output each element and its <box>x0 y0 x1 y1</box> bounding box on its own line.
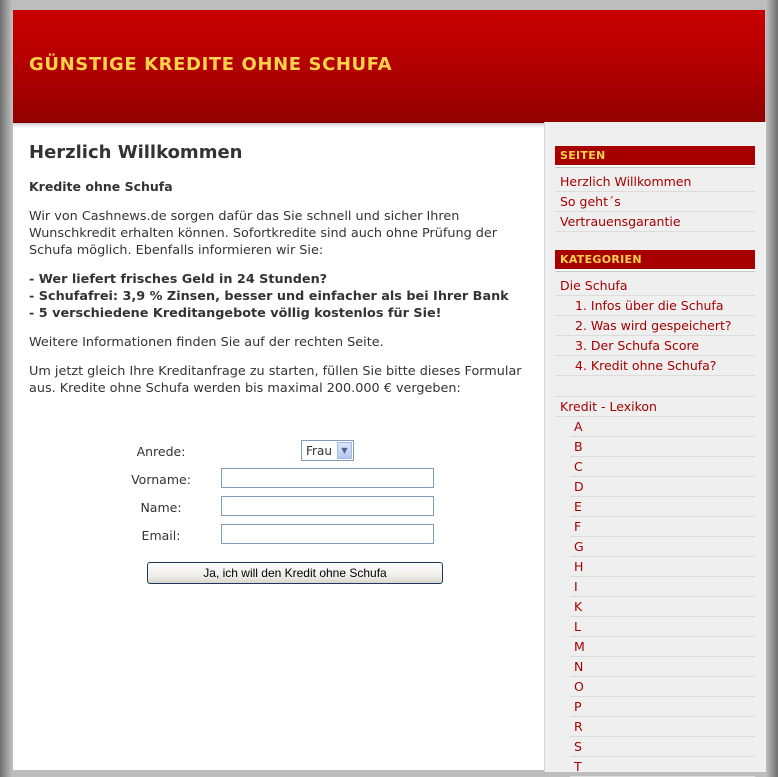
name-field[interactable] <box>221 496 434 516</box>
page-title: Herzlich Willkommen <box>29 142 243 163</box>
anrede-label: Anrede: <box>136 444 186 459</box>
lexikon-letter-link[interactable]: P <box>570 697 755 717</box>
lexikon-letter-link[interactable]: A <box>570 417 755 437</box>
anrede-select[interactable] <box>301 440 354 461</box>
lexikon-letter-link[interactable]: R <box>570 717 755 737</box>
lexikon-letter-link[interactable]: H <box>570 557 755 577</box>
anrede-selected-value: Frau <box>306 444 332 458</box>
sidebar-item-herzlich-willkommen[interactable]: Herzlich Willkommen <box>555 172 755 192</box>
lexikon-letter-link[interactable]: K <box>570 597 755 617</box>
name-label: Name: <box>140 500 182 515</box>
lexikon-letter-link[interactable]: T <box>570 757 755 777</box>
sidebar-item-so-gehts[interactable]: So geht´s <box>555 192 755 212</box>
intro-text: Wir von Cashnews.de sorgen dafür das Sie schnell und sicher Ihren Wunschkredit erhalten können. Sofortkredite sind auch ohne Prüfung der Schufa möglich. Ebenfalls informieren wir Sie: <box>29 209 498 258</box>
site-title[interactable]: GÜNSTIGE KREDITE OHNE SCHUFA <box>29 54 393 75</box>
lexikon-letter-link[interactable]: D <box>570 477 755 497</box>
email-field[interactable] <box>221 524 434 544</box>
lexikon-letter-list <box>555 417 755 777</box>
lexikon-letter-link[interactable]: F <box>570 517 755 537</box>
sidebar-item-die-schufa[interactable]: Die Schufa <box>555 276 755 296</box>
email-label: Email: <box>141 528 181 543</box>
kategorien-box <box>555 250 755 777</box>
seiten-heading: SEITEN <box>555 146 755 167</box>
lexikon-letter-link[interactable]: E <box>570 497 755 517</box>
header-banner <box>13 10 765 123</box>
sidebar-item-was-gespeichert[interactable]: 2. Was wird gespeichert? <box>555 316 755 336</box>
lexikon-letter-link[interactable]: L <box>570 617 755 637</box>
sidebar-item-vertrauensgarantie[interactable]: Vertrauensgarantie <box>555 212 755 232</box>
sidebar-item-schufa-score[interactable]: 3. Der Schufa Score <box>555 336 755 356</box>
kategorien-heading: KATEGORIEN <box>555 250 755 271</box>
lexikon-letter-link[interactable]: C <box>570 457 755 477</box>
benefit-list <box>29 271 529 322</box>
sidebar-item-kredit-ohne-schufa[interactable]: 4. Kredit ohne Schufa? <box>555 356 755 376</box>
main-content <box>29 142 529 580</box>
lexikon-letter-link[interactable]: I <box>570 577 755 597</box>
vorname-field[interactable] <box>221 468 434 488</box>
benefit-item: - Wer liefert frisches Geld in 24 Stunden? <box>29 272 328 287</box>
lexikon-letter-link[interactable]: O <box>570 677 755 697</box>
form-intro-text: Um jetzt gleich Ihre Kreditanfrage zu starten, füllen Sie bitte dieses Formular aus. Kredite ohne Schufa werden bis maximal 200.000 € vergeben: <box>29 364 522 396</box>
benefit-item: - Schufafrei: 3,9 % Zinsen, besser und einfacher als bei Ihrer Bank <box>29 289 509 304</box>
benefit-item: - 5 verschiedene Kreditangebote völlig kostenlos für Sie! <box>29 306 442 321</box>
submit-credit-button[interactable]: Ja, ich will den Kredit ohne Schufa <box>147 562 443 584</box>
page <box>13 10 765 774</box>
sidebar-item-kredit-lexikon[interactable]: Kredit - Lexikon <box>555 397 755 417</box>
lexikon-letter-link[interactable]: N <box>570 657 755 677</box>
sidebar-item-infos-schufa[interactable]: 1. Infos über die Schufa <box>555 296 755 316</box>
divider <box>555 376 755 397</box>
seiten-box <box>555 146 755 232</box>
lexikon-letter-link[interactable]: B <box>570 437 755 457</box>
chevron-down-icon[interactable]: ▼ <box>337 442 352 459</box>
lexikon-letter-link[interactable]: S <box>570 737 755 757</box>
sidebar <box>544 122 766 772</box>
more-info-text: Weitere Informationen finden Sie auf der rechten Seite. <box>29 335 384 350</box>
lexikon-letter-link[interactable]: G <box>570 537 755 557</box>
page-subtitle: Kredite ohne Schufa <box>29 179 173 194</box>
vorname-label: Vorname: <box>131 472 191 487</box>
lexikon-letter-link[interactable]: M <box>570 637 755 657</box>
